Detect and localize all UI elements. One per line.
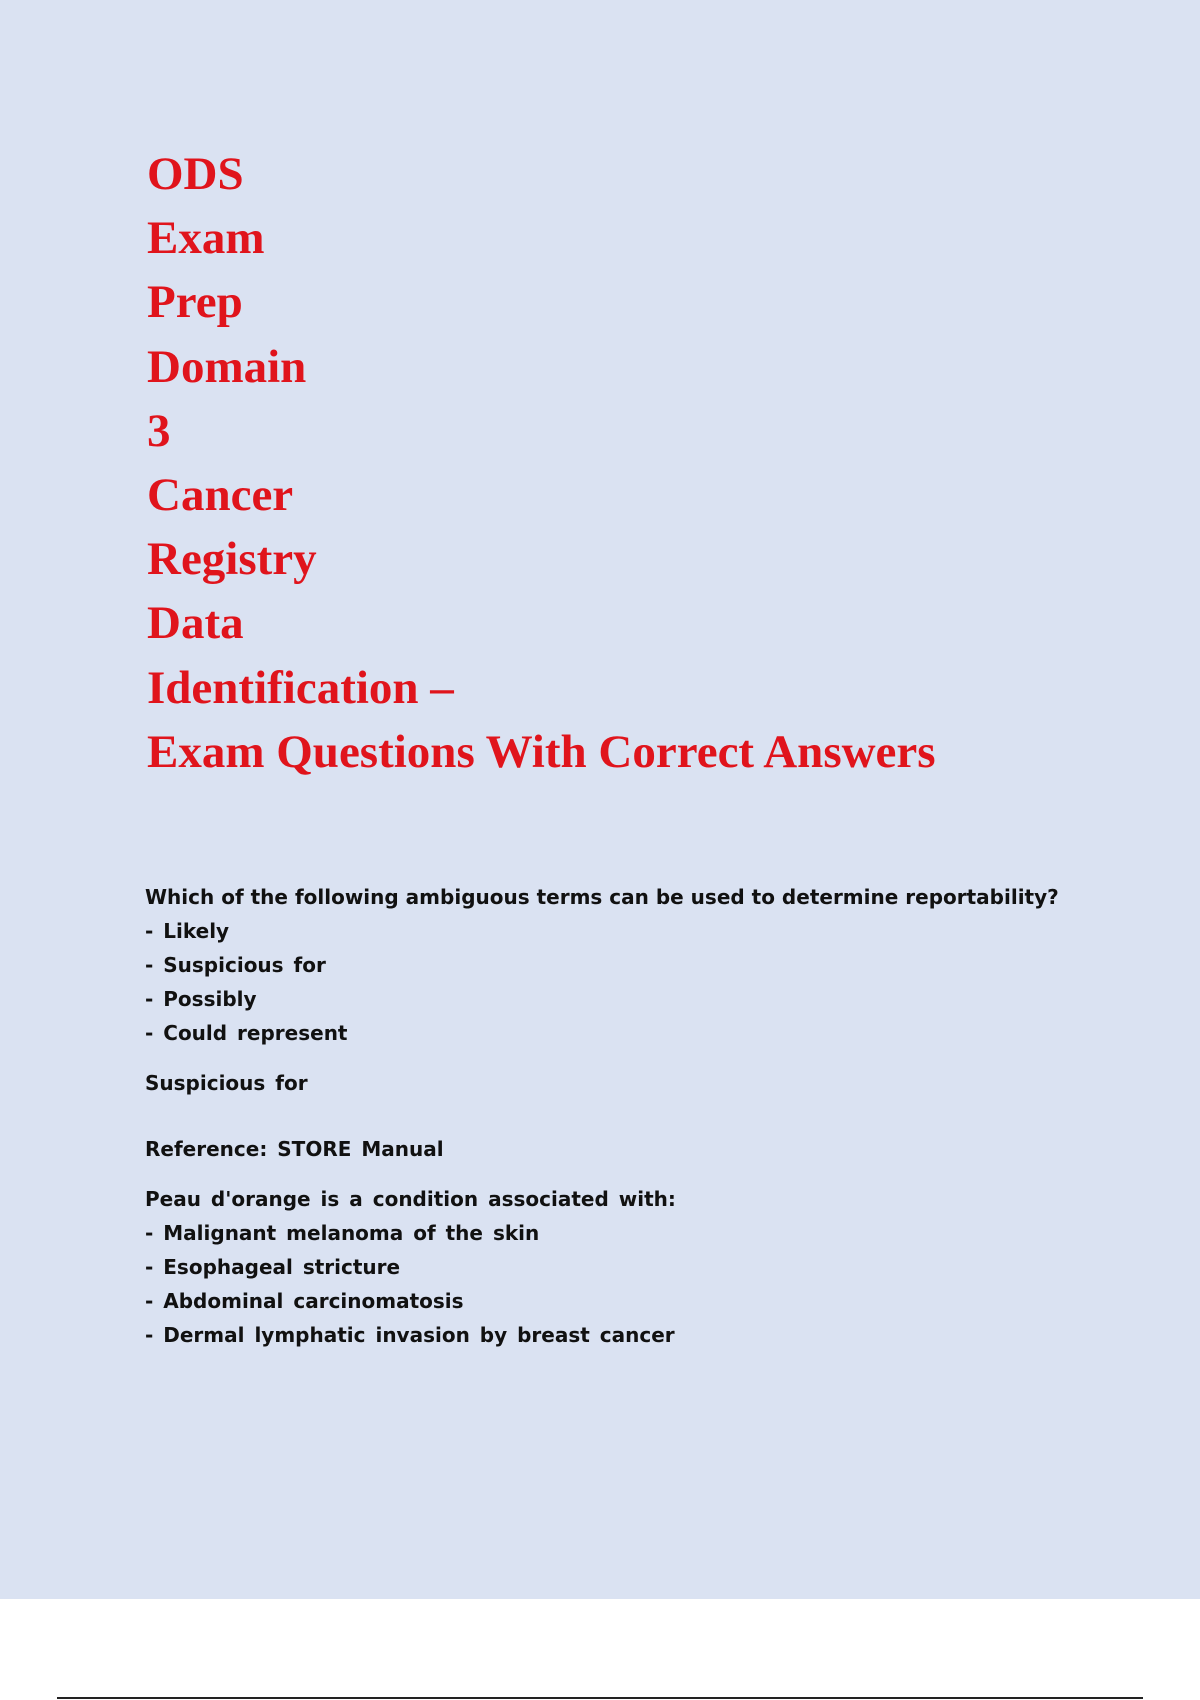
question-item bbox=[145, 880, 1059, 1182]
question-text: Peau d'orange is a condition associated with: bbox=[145, 1187, 676, 1211]
title-line: Data bbox=[147, 597, 244, 650]
spacer bbox=[145, 1166, 1045, 1182]
spacer bbox=[145, 1050, 1045, 1066]
spacer bbox=[145, 1100, 1045, 1132]
question-text: Which of the following ambiguous terms can be used to determine reportability? bbox=[145, 885, 1059, 909]
title-line: Registry bbox=[147, 533, 317, 586]
title-line: ODS bbox=[147, 148, 244, 200]
answer-option: - Malignant melanoma of the skin bbox=[145, 1221, 540, 1245]
title-line: 3 bbox=[147, 404, 171, 457]
footer-divider bbox=[57, 1697, 1143, 1699]
document-title bbox=[147, 142, 1047, 784]
title-line: Exam Questions With Correct Answers bbox=[147, 725, 936, 778]
question-list bbox=[145, 880, 1059, 1352]
title-line: Domain bbox=[147, 340, 307, 393]
reference-text: Reference: STORE Manual bbox=[145, 1137, 444, 1161]
answer-option: - Suspicious for bbox=[145, 953, 326, 977]
correct-answer: Suspicious for bbox=[145, 1071, 308, 1095]
answer-option: - Abdominal carcinomatosis bbox=[145, 1289, 464, 1313]
answer-option: - Possibly bbox=[145, 987, 257, 1011]
title-line: Exam bbox=[147, 212, 265, 265]
title-line: Identification – bbox=[147, 661, 454, 714]
answer-option: - Could represent bbox=[145, 1021, 348, 1045]
title-line: Cancer bbox=[147, 469, 294, 522]
answer-option: - Dermal lymphatic invasion by breast cancer bbox=[145, 1323, 675, 1347]
question-item bbox=[145, 1182, 1045, 1352]
title-line: Prep bbox=[147, 276, 243, 329]
answer-option: - Esophageal stricture bbox=[145, 1255, 401, 1279]
answer-option: - Likely bbox=[145, 919, 230, 943]
